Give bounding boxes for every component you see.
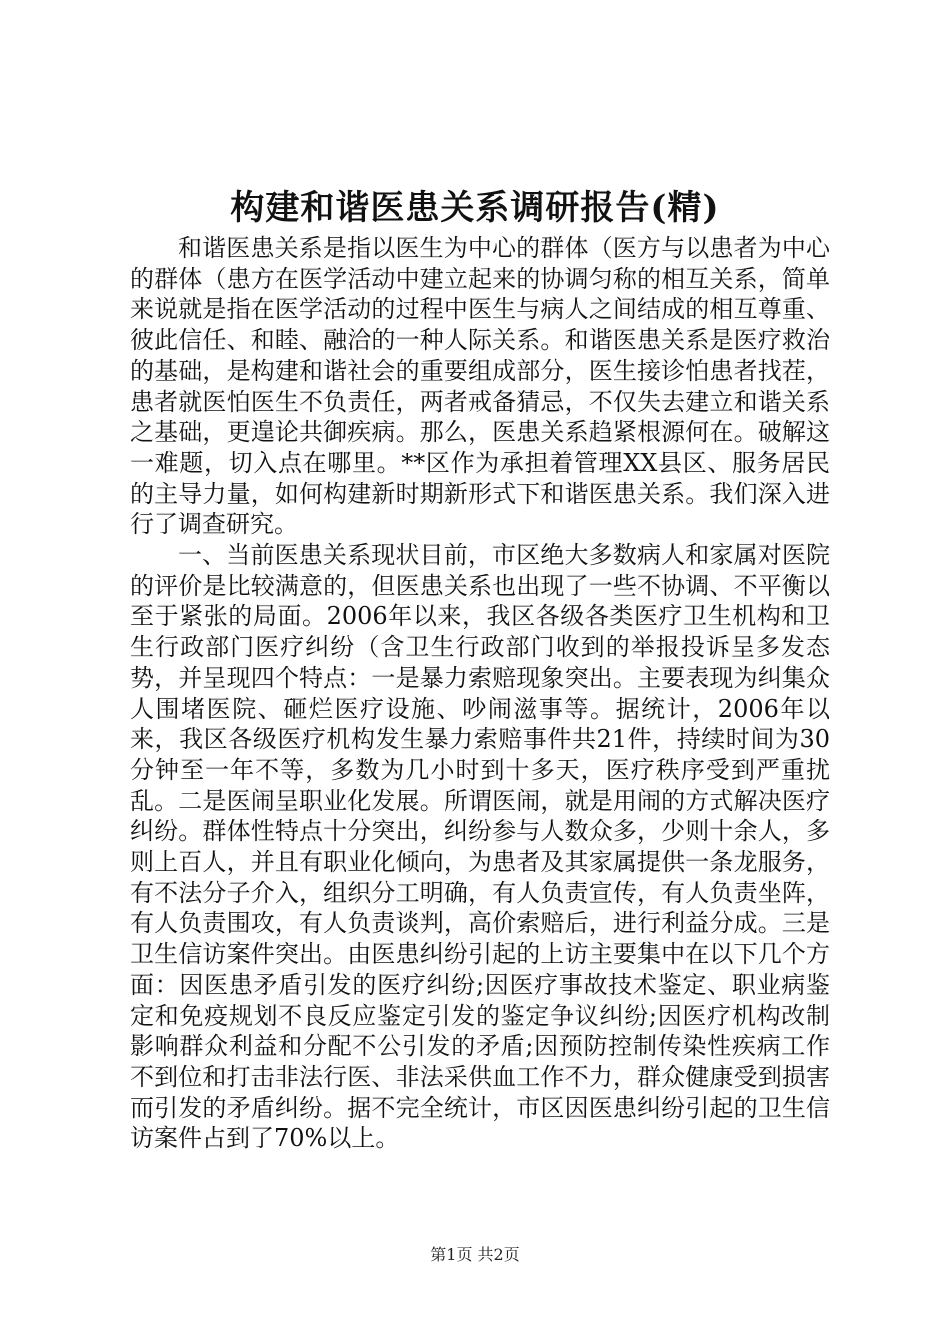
page-footer: 第1页 共2页 <box>430 1245 520 1264</box>
document-title: 构建和谐医患关系调研报告(精) <box>230 188 720 228</box>
paragraph-current-status: 一、当前医患关系现状目前，市区绝大多数病人和家属对医院的评价是比较满意的，但医患关系也出现了一些不协调、不平衡以至于紧张的局面。2006年以来，我区各级各类医疗卫生机构和卫生行政部门医疗纠纷（含卫生行政部门收到的举报投诉呈多发态势，并呈现四个特点：一是暴力索赔现象突出。主要表现为纠集众人围堵医院、砸烂医疗设施、吵闹滋事等。据统计，2006年以来，我区各级医疗机构发生暴力索赔事件共21件，持续时间为30分钟至一年不等，多数为几小时到十多天，医疗秩序受到严重扰乱。二是医闹呈职业化发展。所谓医闹，就是用闹的方式解决医疗纠纷。群体性特点十分突出，纠纷参与人数众多，少则十余人，多则上百人，并且有职业化倾向，为患者及其家属提供一条龙服务，有不法分子介入，组织分工明确，有人负责宣传，有人负责坐阵，有人负责围攻，有人负责谈判，高价索赔后，进行利益分成。三是卫生信访案件突出。由医患纠纷引起的上访主要集中在以下几个方面：因医患矛盾引发的医疗纠纷;因医疗事故技术鉴定、职业病鉴定和免疫规划不良反应鉴定引发的鉴定争议纠纷;因医疗机构改制影响群众利益和分配不公引发的矛盾;因预防控制传染性疾病工作不到位和打击非法行医、非法采供血工作不力，群众健康受到损害而引发的矛盾纠纷。据不完全统计，市区因医患纠纷引起的卫生信访案件占到了70%以上。 <box>130 541 830 1153</box>
paragraph-intro: 和谐医患关系是指以医生为中心的群体（医方与以患者为中心的群体（患方在医学活动中建立起来的协调匀称的相互关系，简单来说就是指在医学活动的过程中医生与病人之间结成的相互尊重、彼此信任、和睦、融洽的一种人际关系。和谐医患关系是医疗救治的基础，是构建和谐社会的重要组成部分，医生接诊怕患者找茬，患者就医怕医生不负责任，两者戒备猜忌，不仅失去建立和谐关系之基础，更遑论共御疾病。那么，医患关系趋紧根源何在。破解这一难题，切入点在哪里。**区作为承担着管理XX县区、服务居民的主导力量，如何构建新时期新形式下和谐医患关系。我们深入进行了调查研究。 <box>130 234 830 539</box>
document-body <box>130 233 830 1154</box>
